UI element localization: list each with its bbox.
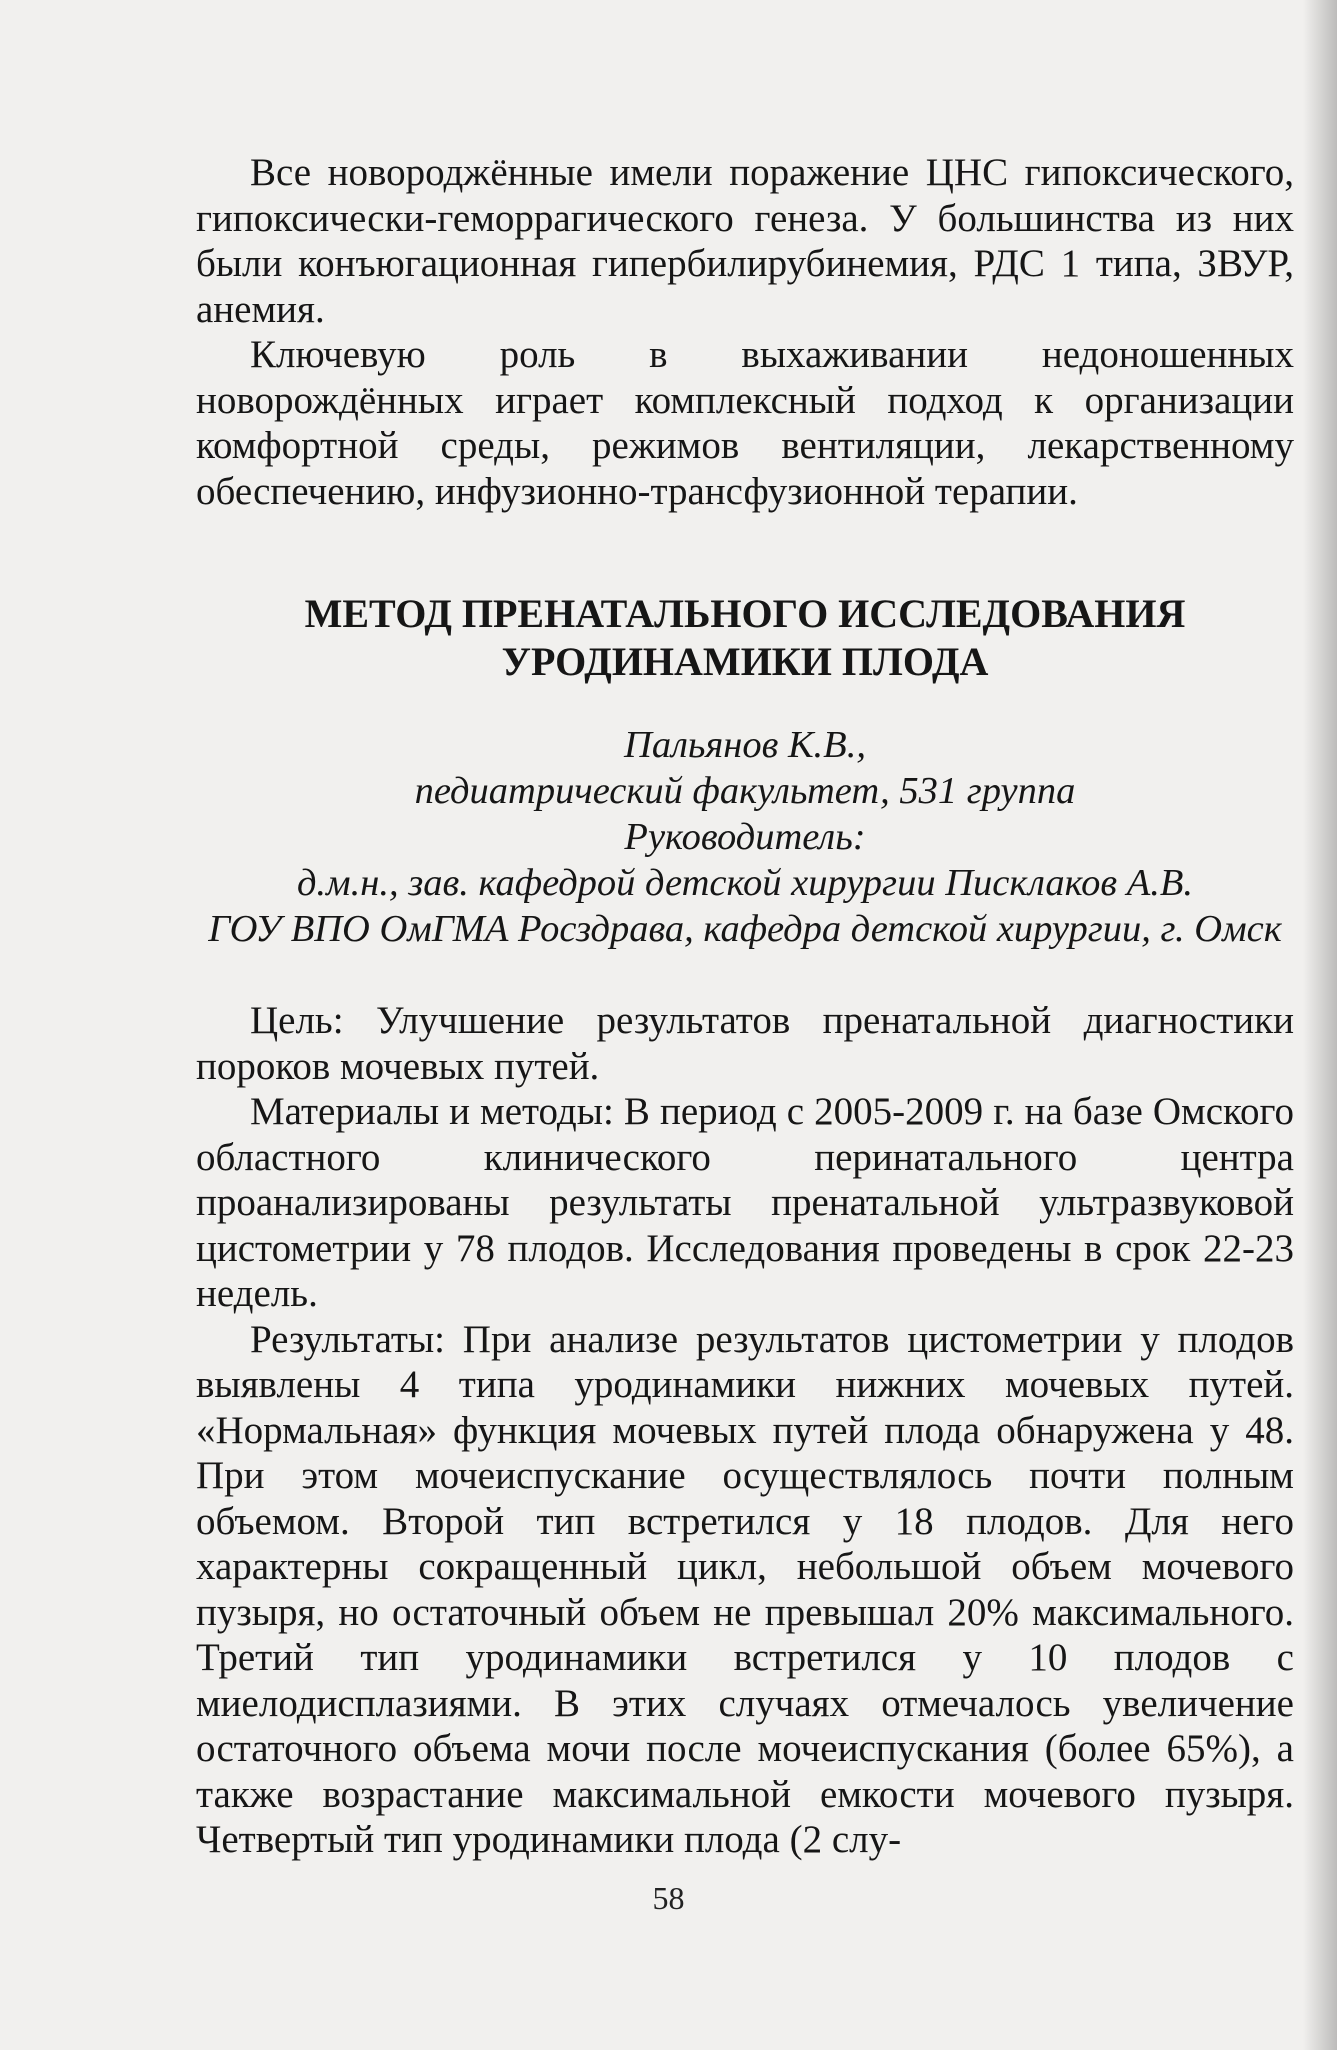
intro-paragraph-1: Все новороджённые имели поражение ЦНС гипоксического, гипоксически-геморрагического генеза. У большинства из них были конъюгационная гипербилирубинемия, РДС 1 типа, ЗВУР, анемия. [196, 151, 1294, 331]
article-byline [196, 722, 1294, 952]
author-name: Пальянов К.В., [624, 724, 866, 766]
institution: ГОУ ВПО ОмГМА Росздрава, кафедра детской хирургии, г. Омск [208, 908, 1282, 950]
author-affiliation: педиатрический факультет, 531 группа [414, 770, 1076, 812]
article-title [196, 590, 1294, 686]
goal-paragraph: Цель: Улучшение результатов пренатальной диагностики пороков мочевых путей. [196, 999, 1294, 1088]
supervisor-label: Руководитель: [624, 816, 866, 858]
methods-paragraph: Материалы и методы: В период с 2005-2009 г. на базе Омского областного клинического перинатального центра проанализированы результаты пренатальной ультразвуковой цистометрии у 78 плодов. Исследования проведены в срок 22-23 недель. [196, 1090, 1294, 1315]
page-number: 58 [652, 1880, 685, 1916]
results-paragraph: Результаты: При анализе результатов цистометрии у плодов выявлены 4 типа уродинамики нижних мочевых путей. «Нормальная» функция мочевых путей плода обнаружена у 48. При этом мочеиспускание осуществлялось почти полным объемом. Второй тип встретился у 18 плодов. Для него характерны сокращенный цикл, небольшой объем мочевого пузыря, но остаточный объем не превышал 20% максимального. Третий тип уродинамики встретился у 10 плодов с миелодисплазиями. В этих случаях отмечалось увеличение остаточного объема мочи после мочеиспускания (более 65%), а также возрастание максимальной емкости мочевого пузыря. Четвертый тип уродинамики плода (2 слу- [196, 1317, 1294, 1861]
article-title-line-2: УРОДИНАМИКИ ПЛОДА [501, 639, 989, 684]
supervisor-name: д.м.н., зав. кафедрой детской хирургии Писклаков А.В. [296, 862, 1194, 904]
article-body [196, 998, 1294, 1863]
page-edge-shadow [1303, 0, 1337, 2050]
article-title-line-1: МЕТОД ПРЕНАТАЛЬНОГО ИССЛЕДОВАНИЯ [304, 591, 1186, 636]
intro-paragraph-2: Ключевую роль в выхаживании недоношенных новорождённых играет комплексный подход к организации комфортной среды, режимов вентиляции, лекарственному обеспечению, инфузионно-трансфузионной терапии. [196, 333, 1294, 513]
page-text [196, 150, 1294, 1863]
